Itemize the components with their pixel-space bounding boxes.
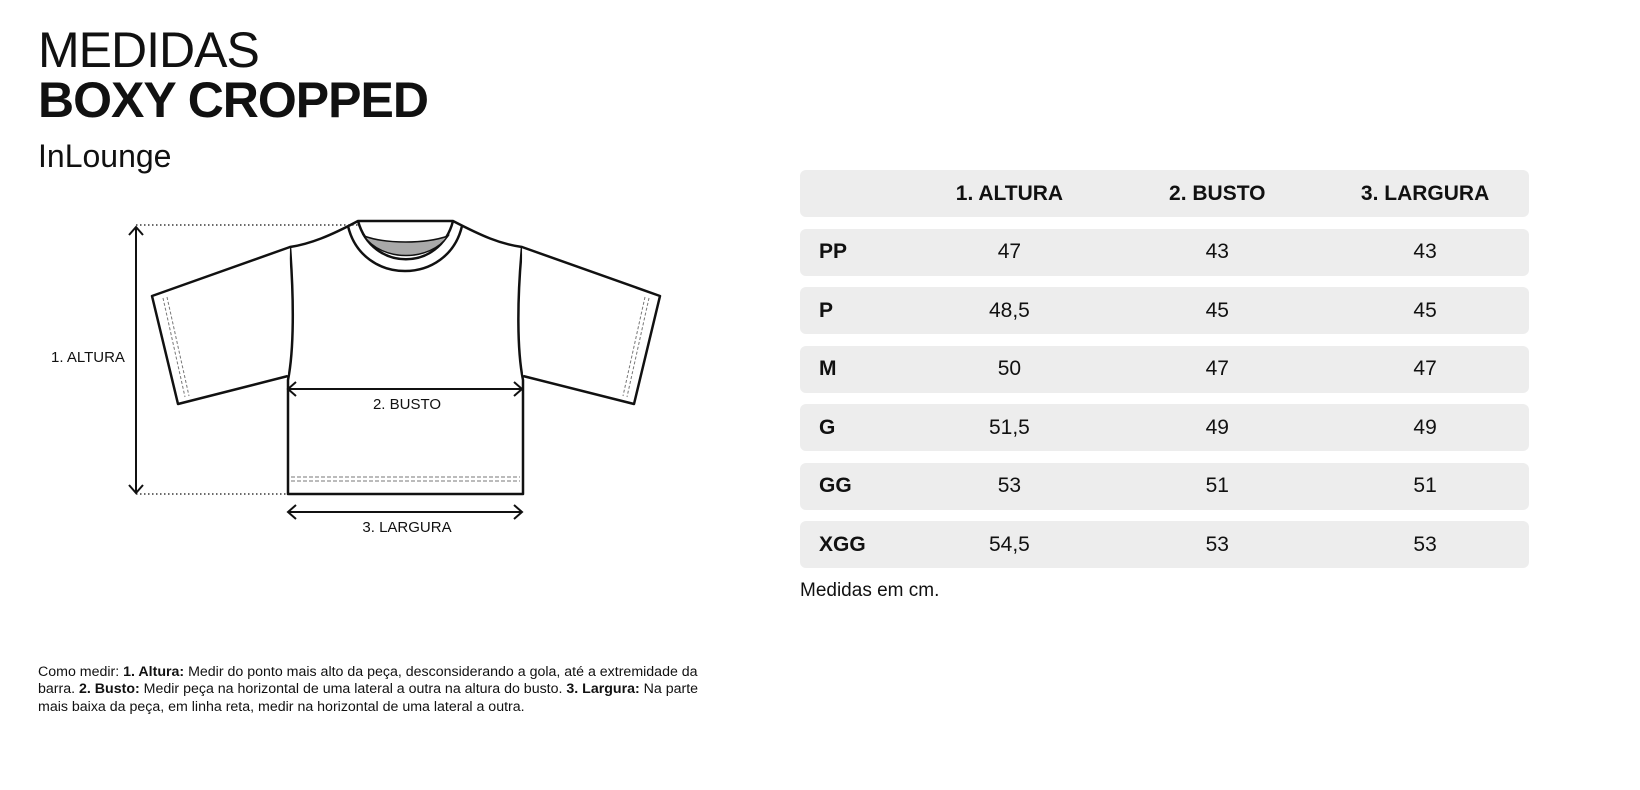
row-largura: 45 (1413, 298, 1437, 322)
header-altura: 1. ALTURA (955, 181, 1064, 205)
size-table (800, 170, 1529, 580)
row-altura: 48,5 (988, 298, 1030, 322)
brand-name: InLounge (38, 138, 172, 174)
row-busto: 51 (1205, 474, 1229, 497)
header-largura: 3. LARGURA (1360, 181, 1490, 205)
busto-instruction-title: 2. Busto: (79, 681, 140, 698)
row-largura: 49 (1413, 415, 1437, 439)
row-largura: 43 (1413, 240, 1437, 263)
row-busto: 53 (1205, 532, 1229, 556)
left-sleeve (152, 247, 290, 404)
title-product-name: BOXY CROPPED (38, 72, 428, 128)
busto-instruction-text: Medir peça na horizontal de uma lateral a outra na altura do busto. (139, 681, 567, 698)
table-row (800, 521, 1529, 568)
units-note: Medidas em cm. (800, 580, 940, 601)
instructions-intro: Como medir: (38, 664, 124, 680)
row-busto: 47 (1205, 357, 1229, 380)
row-size: GG (819, 474, 852, 497)
row-altura: 51,5 (988, 415, 1030, 439)
row-busto: 43 (1205, 240, 1229, 263)
row-altura: 53 (997, 474, 1022, 497)
table-row (800, 229, 1529, 276)
altura-instruction-text: Medir do ponto mais alto da peça, desconsiderando a gola, até a extremidade da barra. (38, 664, 698, 698)
row-altura: 54,5 (988, 532, 1030, 556)
title-measurements: MEDIDAS (38, 22, 259, 78)
row-altura: 50 (997, 357, 1022, 380)
largura-instruction-text: Na parte mais baixa da peça, em linha reta, medir na horizontal de uma lateral a outra. (38, 681, 699, 715)
right-sleeve (522, 247, 660, 404)
tshirt-body (288, 221, 523, 494)
table-row (800, 346, 1529, 393)
row-largura: 51 (1413, 474, 1437, 497)
row-size: XGG (819, 532, 866, 556)
table-row (800, 404, 1529, 451)
altura-dimension-label: 1. ALTURA (51, 349, 125, 366)
row-size: M (819, 357, 837, 380)
altura-instruction-title: 1. Altura: (123, 664, 185, 680)
row-largura: 53 (1413, 532, 1437, 556)
row-size: G (819, 415, 836, 439)
measuring-instructions (38, 664, 728, 716)
row-busto: 49 (1205, 415, 1229, 439)
row-largura: 47 (1413, 357, 1437, 380)
busto-dimension-label: 2. BUSTO (372, 396, 442, 413)
largura-dimension-label: 3. LARGURA (362, 519, 452, 536)
row-altura: 47 (997, 240, 1022, 263)
largura-instruction-title: 3. Largura: (566, 681, 640, 698)
header-busto: 2. BUSTO (1169, 181, 1266, 205)
table-header-row (800, 170, 1529, 217)
row-size: P (819, 298, 834, 322)
row-busto: 45 (1205, 298, 1229, 322)
table-row (800, 463, 1529, 510)
table-row (800, 287, 1529, 334)
row-size: PP (819, 240, 848, 263)
tshirt-diagram (0, 0, 700, 560)
